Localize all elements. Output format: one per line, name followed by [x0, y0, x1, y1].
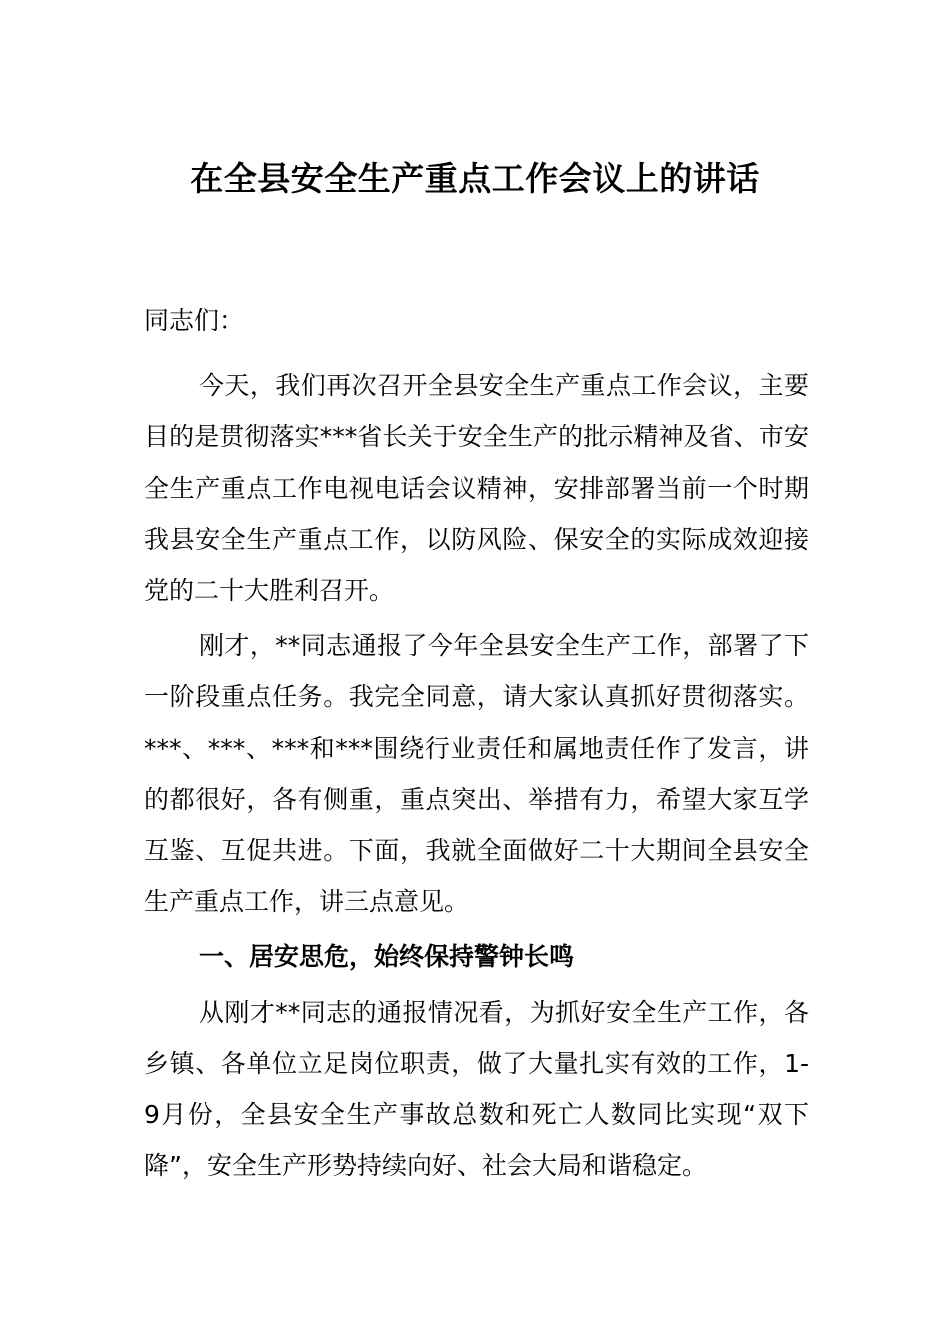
document-body	[144, 295, 809, 1195]
paragraph-situation: 从刚才**同志的通报情况看，为抓好安全生产工作，各乡镇、各单位立足岗位职责，做了大量扎实有效的工作，1-9月份，全县安全生产事故总数和死亡人数同比实现“双下降”，安全生产形势持续向好、社会大局和谐稳定。	[144, 997, 809, 1181]
greeting: 同志们：	[144, 306, 245, 335]
paragraph-review: 刚才，**同志通报了今年全县安全生产工作，部署了下一阶段重点任务。我完全同意，请大家认真抓好贯彻落实。***、***、***和***围绕行业责任和属地责任作了发言，讲的都很好，各有侧重，重点突出、举措有力，希望大家互学互鉴、互促共进。下面，我就全面做好二十大期间全县安全生产重点工作，讲三点意见。	[144, 631, 809, 917]
document-title: 在全县安全生产重点工作会议上的讲话	[190, 159, 760, 198]
section-heading-1: 一、居安思危，始终保持警钟长鸣	[199, 942, 575, 972]
paragraph-opening: 今天，我们再次召开全县安全生产重点工作会议，主要目的是贯彻落实***省长关于安全生产的批示精神及省、市安全生产重点工作电视电话会议精神，安排部署当前一个时期我县安全生产重点工作，以防风险、保安全的实际成效迎接党的二十大胜利召开。	[144, 371, 809, 606]
